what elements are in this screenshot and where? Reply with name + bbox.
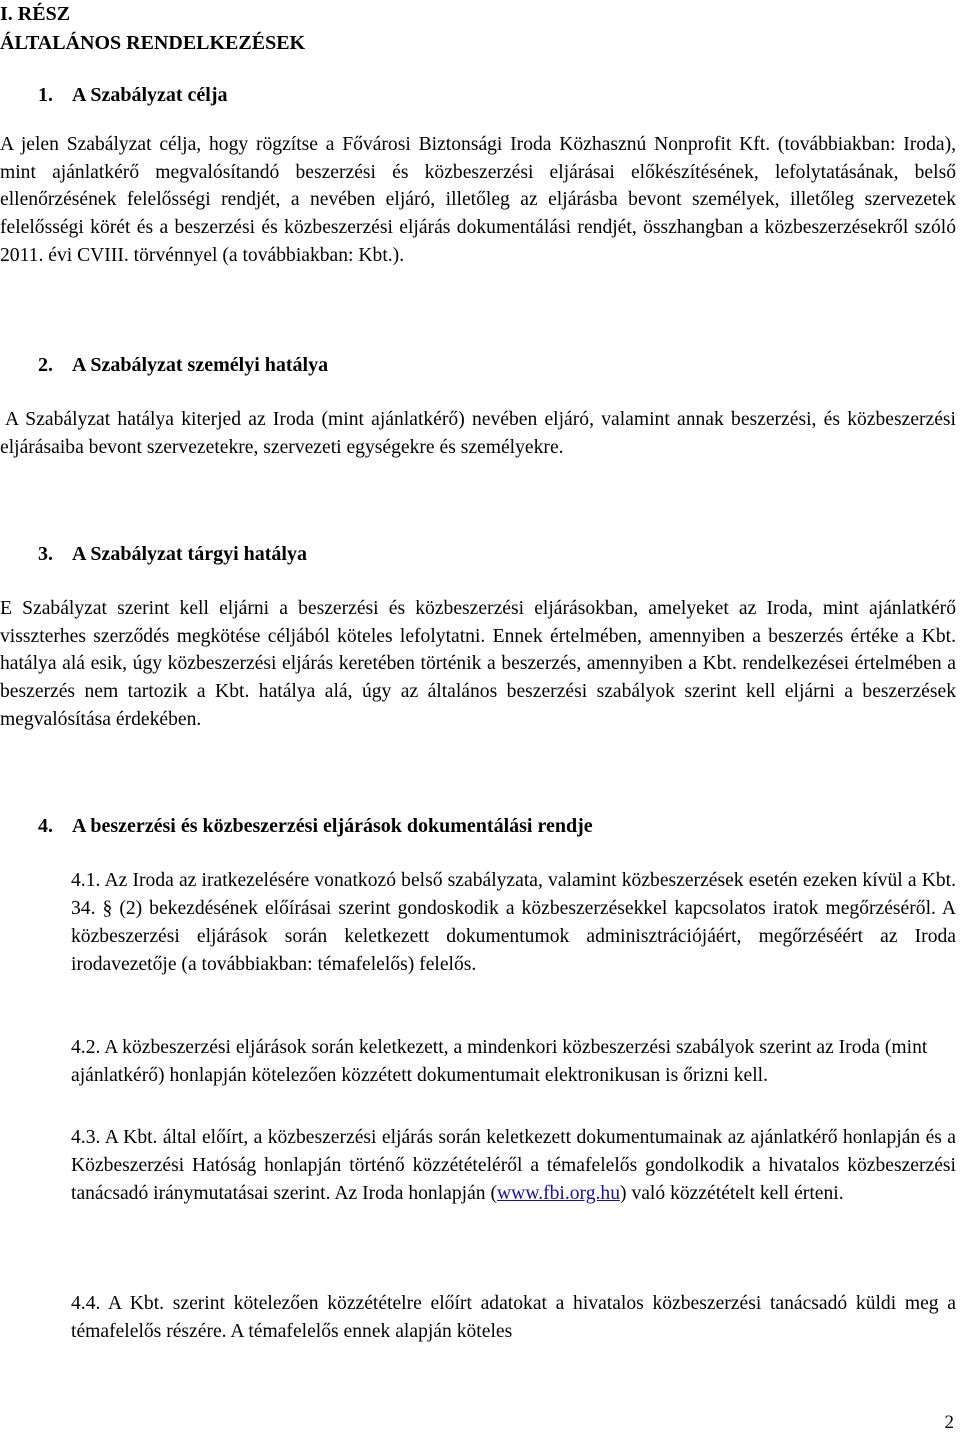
- subsection-4-3-text-end: ) való közzétételt kell érteni.: [620, 1183, 844, 1204]
- section-1-title: A Szabályzat célja: [72, 84, 228, 106]
- part-title: I. RÉSZ: [0, 3, 71, 25]
- subsection-4-4: 4.4. A Kbt. szerint kötelezően közzétételre előírt adatokat a hivatalos közbeszerzési tanácsadó küldi meg a témafelelős részére. A témafelelős ennek alapján köteles: [71, 1293, 956, 1342]
- section-3-body: E Szabályzat szerint kell eljárni a beszerzési és közbeszerzési eljárásokban, amelyeket az Iroda, mint ajánlatkérő visszterhes szerződés megkötése céljából köteles lefolytatni. Ennek értelmében, amennyiben a beszerzés értéke a Kbt. hatálya alá esik, úgy közbeszerzési eljárás keretében történik a beszerzés, amennyiben a Kbt. rendelkezései értelmében a beszerzés nem tartozik a Kbt. hatálya alá, úgy az általános beszerzési szabályok szerint kell eljárni a beszerzések megvalósítása érdekében.: [0, 598, 956, 730]
- section-4-title: A beszerzési és közbeszerzési eljárások dokumentálási rendje: [72, 815, 593, 837]
- subsection-4-2: 4.2. A közbeszerzési eljárások során keletkezett, a mindenkori közbeszerzési szabályok szerint az Iroda (mint ajánlatkérő) honlapján kötelezően közzétett dokumentumait elektronikusan is őrizni kell.: [71, 1037, 928, 1086]
- website-link[interactable]: www.fbi.org.hu: [497, 1183, 621, 1204]
- section-4-heading: [38, 815, 593, 838]
- section-2-title: A Szabályzat személyi hatálya: [72, 354, 329, 376]
- section-2-heading: [38, 354, 328, 377]
- section-3-heading: [38, 543, 307, 566]
- subsection-4-3: [71, 1124, 956, 1208]
- section-2-number: 2.: [38, 354, 53, 376]
- section-1-body: A jelen Szabályzat célja, hogy rögzítse a Fővárosi Biztonsági Iroda Közhasznú Nonprofit Kft. (továbbiakban: Iroda), mint ajánlatkérő megvalósítandó beszerzési és közbeszerzési eljárásai előkészítésének, lefolytatásának, belső ellenőrzésének felelősségi rendjét, a nevében eljáró, illetőleg az eljárásba bevont személyek, illetőleg szervezetek felelősségi körét és a beszerzési és közbeszerzési eljárás dokumentálási rendjét, összhangban a közbeszerzésekről szóló 2011. évi CVIII. törvénnyel (a továbbiakban: Kbt.).: [0, 134, 956, 266]
- page-number: 2: [944, 1412, 954, 1433]
- subsection-4-3-text: 4.3. A Kbt. által előírt, a közbeszerzési eljárás során keletkezett dokumentumainak az ajánlatkérő honlapján és a Közbeszerzési Hatóság honlapján történő közzétételéről a témafelelős gondolkodik a hivatalos közbeszerzési tanácsadó iránymutatásai szerint. Az Iroda honlapján (: [71, 1127, 956, 1204]
- section-3-title: A Szabályzat tárgyi hatálya: [72, 543, 307, 565]
- part-heading: [0, 0, 305, 58]
- section-1-heading: [38, 84, 228, 107]
- section-2-body: A Szabályzat hatálya kiterjed az Iroda (mint ajánlatkérő) nevében eljáró, valamint annak beszerzési, és közbeszerzési eljárásaiba bevont szervezetekre, szervezeti egységekre és személyekre.: [0, 409, 956, 458]
- section-4-number: 4.: [38, 815, 53, 837]
- section-3-number: 3.: [38, 543, 53, 565]
- section-1-number: 1.: [38, 84, 53, 106]
- part-subtitle: ÁLTALÁNOS RENDELKEZÉSEK: [0, 32, 306, 54]
- subsection-4-1: 4.1. Az Iroda az iratkezelésére vonatkozó belső szabályzata, valamint közbeszerzések esetén ezeken kívül a Kbt. 34. § (2) bekezdésének előírásai szerint gondoskodik a közbeszerzésekkel kapcsolatos iratok megőrzéséről. A közbeszerzési eljárások során keletkezett dokumentumok adminisztrációjáért, megőrzéséért az Iroda irodavezetője (a továbbiakban: témafelelős) felelős.: [71, 870, 956, 975]
